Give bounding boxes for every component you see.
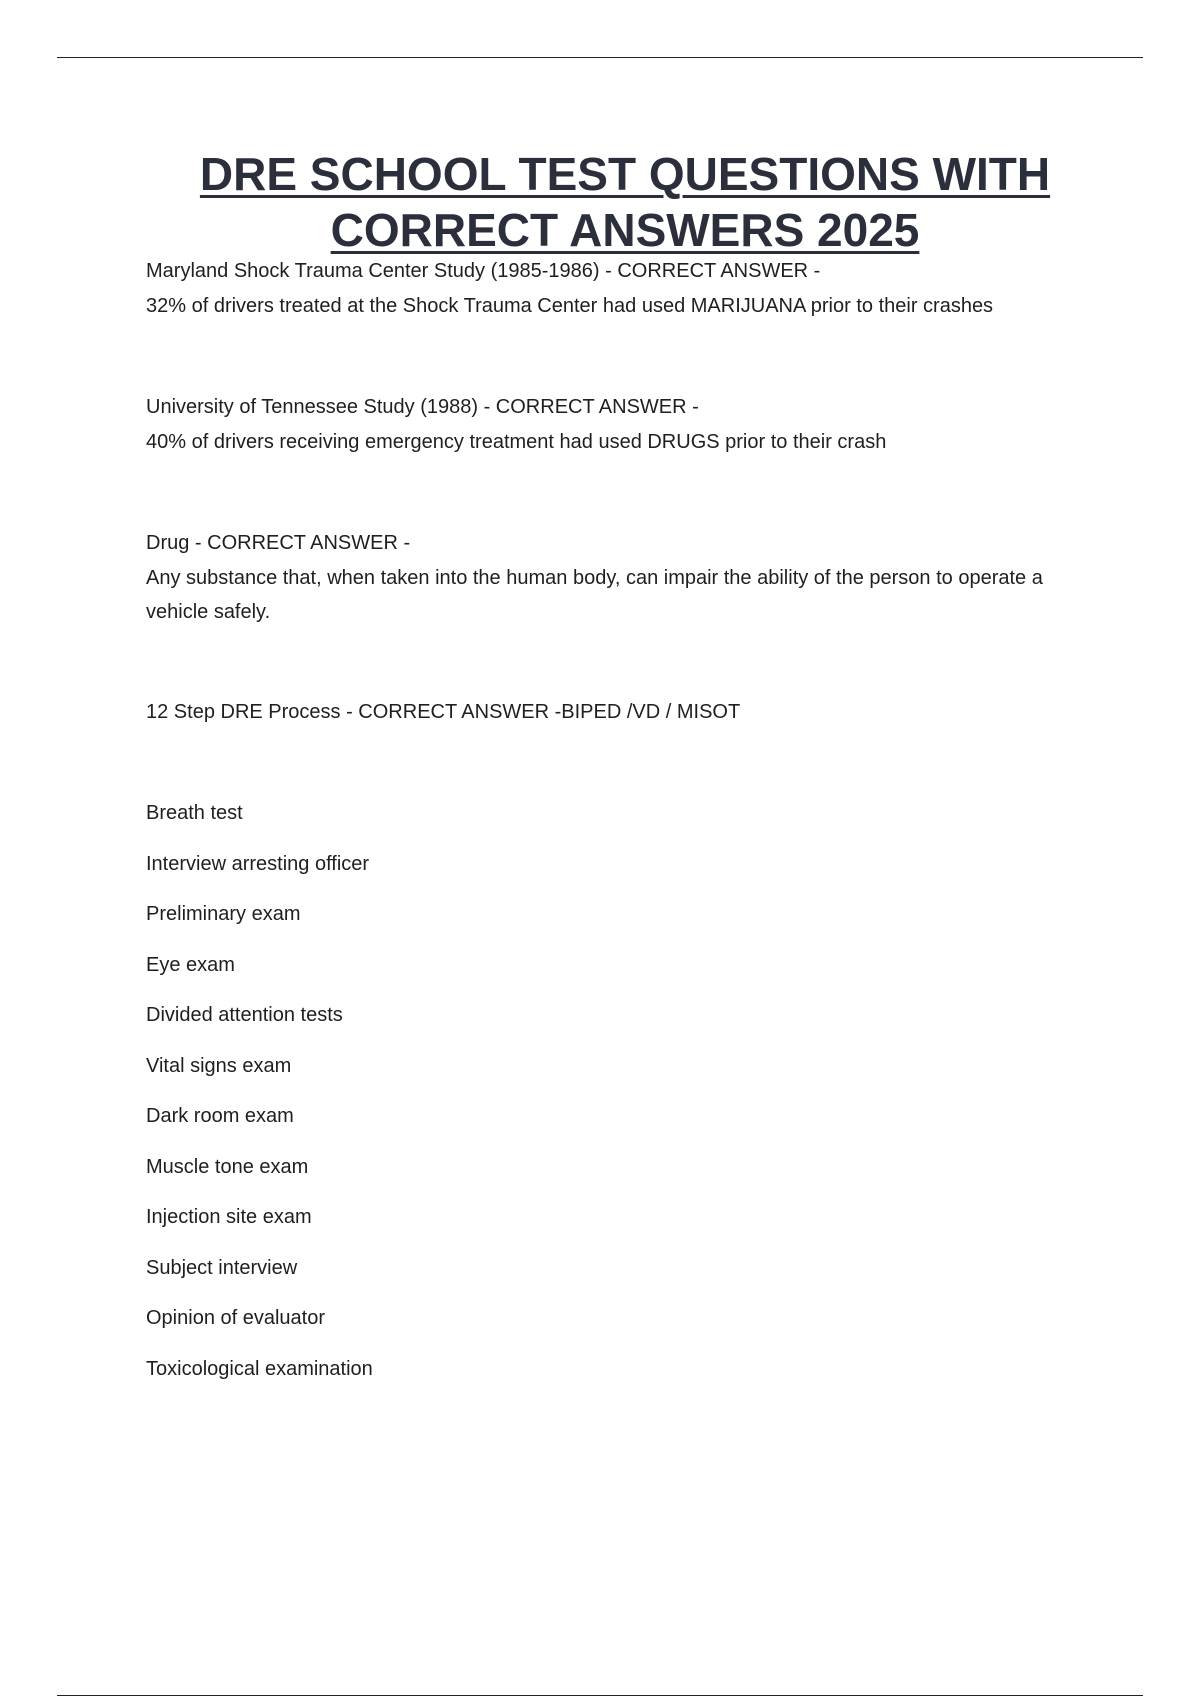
step-item: Opinion of evaluator bbox=[146, 1307, 326, 1329]
question-text: Drug - CORRECT ANSWER - bbox=[146, 532, 411, 554]
step-item: Toxicological examination bbox=[146, 1357, 373, 1380]
answer-text: 32% of drivers treated at the Shock Trauma Center had used MARIJUANA prior to their crashes bbox=[146, 294, 994, 317]
qa-entry bbox=[146, 254, 1086, 323]
step-item: Dark room exam bbox=[146, 1105, 294, 1127]
top-divider bbox=[57, 57, 1143, 58]
question-text: Maryland Shock Trauma Center Study (1985-1986) - CORRECT ANSWER - bbox=[146, 260, 821, 282]
answer-text: 40% of drivers receiving emergency treatment had used DRUGS prior to their crash bbox=[146, 430, 887, 453]
dre-steps-list bbox=[146, 796, 373, 1402]
step-item: Vital signs exam bbox=[146, 1054, 292, 1077]
qa-entry bbox=[146, 526, 1086, 630]
qa-entry bbox=[146, 695, 1086, 730]
qa-entry bbox=[146, 390, 1086, 459]
question-text: 12 Step DRE Process - CORRECT ANSWER -BIPED /VD / MISOT bbox=[146, 701, 741, 723]
step-item: Breath test bbox=[146, 802, 243, 824]
step-item: Eye exam bbox=[146, 953, 235, 976]
step-item: Divided attention tests bbox=[146, 1004, 343, 1026]
answer-text: Any substance that, when taken into the human body, can impair the ability of the person to operate a vehicle safely. bbox=[146, 566, 1043, 623]
question-text: University of Tennessee Study (1988) - CORRECT ANSWER - bbox=[146, 396, 699, 418]
step-item: Muscle tone exam bbox=[146, 1155, 309, 1178]
document-title: DRE SCHOOL TEST QUESTIONS WITH CORRECT ANSWERS 2025 bbox=[199, 148, 1051, 256]
bottom-divider bbox=[57, 1695, 1143, 1696]
step-item: Preliminary exam bbox=[146, 903, 301, 925]
step-item: Injection site exam bbox=[146, 1206, 312, 1228]
step-item: Interview arresting officer bbox=[146, 852, 370, 875]
step-item: Subject interview bbox=[146, 1256, 298, 1279]
